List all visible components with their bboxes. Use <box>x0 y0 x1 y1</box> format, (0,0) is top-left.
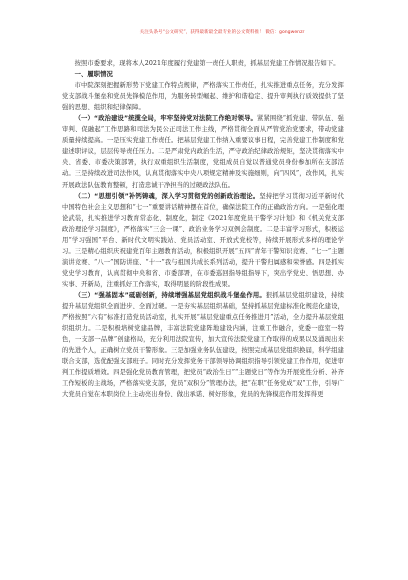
paragraph-4-text: 狠抓基层党组织建设，持续提升基层党组织全面进步、全面过硬。一是夯实基层组织基础，坚持抓基层党建标准化规范化建设，严格按照“六有”标准打造党员活动室，扎实开展“基层党建重点任务推进月”活动，全力提升基层党组织组织力。二是积极培树党建品牌，丰富法院党建阵地建设内涵，注重工作融合，党委一庭室一特色，一支部一品牌”创建格局，充分利用法院宣传，加大宣传法院党建工作取得的成果以及涌现出来的先进个人，正确树立党员干警形象。三是加强业务队伍建设，按照完成基层党组织换届，科学组建联合支部，选优配强支部班子。同时充分发挥党务干部领导协调组织指导引领党建工作作用，促进审判工作提质增效。四是强化党员教育管理，把党员“政治生日”“主题党日”等作为开展党性分析、补齐工作短板的主战场，严格落实党支部，党员“双积分”管理办法，把“在职”任务党成“双”工作，引导广大党员自觉在本职岗位上主动亮出身份、做出承诺、树好形象，党员的先锋模范作用发挥得更 <box>62 291 344 399</box>
paragraph-4-lead: （三）“强基固本”砥砺创新，持续增强基层党组织战斗堡垒作用。 <box>74 291 266 299</box>
section-heading: 一、履职情况 <box>74 71 113 79</box>
intro-paragraph: 按照市委要求，现将本人2021年度履行党建第一责任人职责，抓基层党建工作情况报告如下。 <box>74 60 340 67</box>
paragraph-3-text: 坚持把学习贯彻习近平新时代中国特色社会主义思想和“七一”重要讲话精神摆在首位，确保法院工作的正确政治方向。一是强化理论武装，扎实推进学习教育常态化、制度化，制定《2021年度党员干警学习计划》和《机关党支部政治理论学习制度》，严格落实“三会一课”、政治业务学习双例会制度。二是丰富学习形式，积极运用“学习强国”平台、新时代文明实践站、党员活动室、开放式党校等，持续开展形式多样的理论学习。三是精心组织庆祝建党百年主题教育活动，积极组织开展“五四”青年干警知识竞赛、“七一”主题演讲竞赛、“八一”国防讲座、“十一”我与祖国共成长系列活动，提升干警归属感和荣誉感。四是抓实党史学习教育，认真贯彻中央和省、市委部署，在市委巡回指导组指导下，突出学党史、悟思想、办实事、开新局，注重抓好工作落实，取得明显的阶段性成果。 <box>62 192 344 288</box>
paragraph-1: 市中院深刻把握新形势下党建工作特点规律，严格落实工作责任，扎实推进重点任务，充分发挥党支部战斗堡垒和党员先锋模范作用，为服务转型崛起、维护和谐稳定、提升审判执行质效提供了坚强的思想、组织和纪律保障。 <box>62 82 344 112</box>
report-body <box>62 58 344 400</box>
paragraph-2 <box>62 113 344 190</box>
paragraph-2-lead: （一）“政治建设”统揽全局，牢牢坚持党对法院工作绝对领导。 <box>74 115 257 123</box>
promo-banner: 关注头条号“公文研究”，获得最新最全最专业的公文资料推！ 微信：gongwenzr <box>139 30 305 35</box>
paragraph-3 <box>62 191 344 290</box>
paragraph-4 <box>62 290 344 400</box>
paragraph-3-lead: （二）“思想引领”补钙铸魂，深入学习贯彻党的创新政治理论。 <box>74 192 260 200</box>
paragraph-2-text: 紧紧围绕“抓党建、带队伍、强审判、促融起”工作思路和司法为民公正司法工作主线，严格贯彻全面从严管党治党要求，带动党建质量持续提高。一是压实党建工作责任。把基层党建工作纳入重要议事日程，完善党建工作制度和党建述职评议，层层传导责任压力。二是严肃党内政治生活，严守政治纪律政治规矩，坚决贯彻落实中央、省委、市委决策部署，执行双重组织生活制度，党组成员自觉以普通党员身份参加所在支部活动。三是持续改进司法作风，认真贯彻落实中央八项规定精神及实施细则，向“四风”，改作风，扎实开展政法队伍教育整顿，打造忠诚干净担当的过硬政法队伍。 <box>62 115 344 189</box>
